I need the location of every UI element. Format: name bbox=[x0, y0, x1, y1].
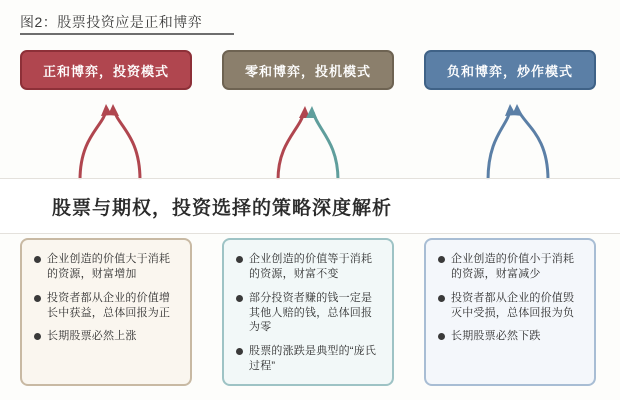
arrow-left-outer-head bbox=[108, 104, 119, 116]
arrow-left-inner bbox=[80, 110, 106, 180]
bullet-text: 长期股票必然下跌 bbox=[451, 330, 541, 343]
arrow-right-inner bbox=[488, 110, 510, 180]
bullet-icon bbox=[438, 333, 445, 340]
header-label-zero-sum: 零和博弈，投机模式 bbox=[244, 63, 371, 79]
list-item bbox=[34, 291, 178, 321]
bullet-text: 投资者都从企业的价值毁灭中受损，总体回报为负 bbox=[451, 291, 575, 319]
header-label-negative-sum: 负和博弈，炒作模式 bbox=[446, 63, 573, 79]
figure-title: 图2：股票投资应是正和博弈 bbox=[20, 14, 203, 30]
bullet-text: 股票的涨跌是典型的“庞氏过程” bbox=[249, 345, 377, 373]
column-card-negative-sum bbox=[424, 238, 596, 386]
list-item bbox=[236, 252, 380, 282]
header-label-positive-sum: 正和博弈，投资模式 bbox=[42, 63, 169, 79]
arrow-mid-right-head bbox=[306, 106, 317, 118]
bullet-icon bbox=[236, 295, 243, 302]
arrow-right-outer bbox=[518, 110, 548, 180]
arrow-mid-right bbox=[313, 112, 338, 180]
bullet-text: 企业创造的价值等于消耗的资源，财富不变 bbox=[249, 253, 373, 280]
overlay-banner bbox=[0, 178, 620, 234]
header-box-positive-sum bbox=[20, 50, 192, 90]
bullet-text: 投资者都从企业的价值增长中获益，总体回报为正 bbox=[47, 291, 171, 319]
list-item bbox=[34, 252, 178, 282]
bullet-icon bbox=[236, 256, 243, 263]
bullet-text: 部分投资者赚的钱一定是其他人赔的钱，总体回报为零 bbox=[249, 291, 373, 334]
bullet-icon bbox=[236, 348, 243, 355]
column-card-zero-sum bbox=[222, 238, 394, 386]
list-item bbox=[34, 329, 178, 344]
bullet-icon bbox=[438, 256, 445, 263]
bullet-text: 企业创造的价值小于消耗的资源，财富减少 bbox=[451, 253, 575, 280]
bullet-icon bbox=[34, 256, 41, 263]
header-box-zero-sum bbox=[222, 50, 394, 90]
arrow-left-outer bbox=[114, 110, 140, 180]
arrow-mid-left bbox=[278, 112, 304, 180]
list-item bbox=[438, 329, 582, 344]
list-item bbox=[236, 344, 380, 374]
list-item bbox=[438, 252, 582, 282]
column-card-positive-sum bbox=[20, 238, 192, 386]
bullet-text: 长期股票必然上涨 bbox=[47, 330, 137, 343]
bullet-icon bbox=[34, 295, 41, 302]
list-item bbox=[438, 291, 582, 321]
title-divider bbox=[20, 33, 234, 35]
arrow-right-outer-head bbox=[512, 104, 523, 116]
header-box-negative-sum bbox=[424, 50, 596, 90]
arrow-group bbox=[0, 96, 620, 186]
list-item bbox=[236, 291, 380, 336]
banner-title: 股票与期权，投资选择的策略深度解析 bbox=[52, 197, 393, 219]
bullet-icon bbox=[438, 295, 445, 302]
bullet-icon bbox=[34, 333, 41, 340]
bullet-text: 企业创造的价值大于消耗的资源，财富增加 bbox=[47, 253, 171, 280]
